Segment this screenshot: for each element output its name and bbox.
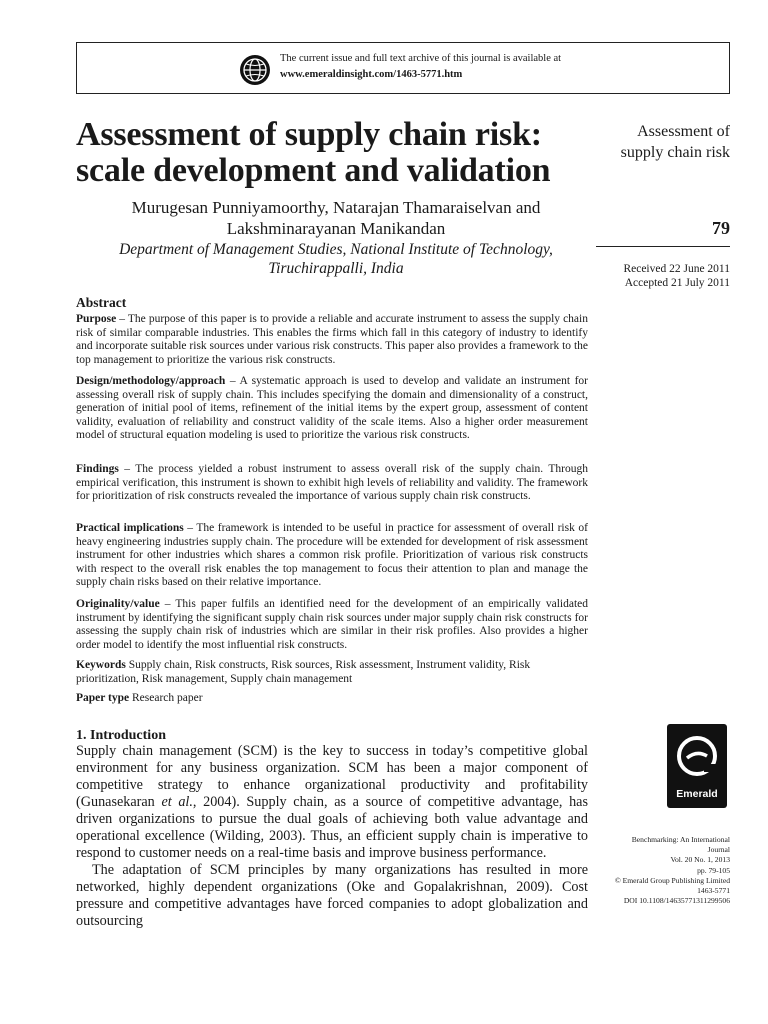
keywords-label: Keywords bbox=[76, 659, 126, 671]
intro-paragraph-2: The adaptation of SCM principles by many organizations has resulted in more networked, highly dependent organizations (Oke and Gopalakrishnan, 2009). Cost pressure and competitive advantages have forced companies to adopt globalization and outsourcing bbox=[76, 862, 588, 929]
design-label: Design/methodology/approach bbox=[76, 375, 226, 387]
abstract-practical bbox=[76, 522, 588, 590]
authors-line-1: Murugesan Punniyamoorthy, Natarajan Thamaraiselvan and bbox=[131, 198, 541, 217]
findings-text: – The process yielded a robust instrument to assess overall risk of the supply chain. Through empirical verification, this instrument is shown to exhibit high levels of reliability and validity. The framework for prioritization of risk constructs revealed the importance of various supply chain risk constructs. bbox=[76, 463, 588, 503]
journal-url-link[interactable]: www.emeraldinsight.com/1463-5771.htm bbox=[280, 69, 463, 80]
design-text: – A systematic approach is used to develop and validate an instrument for assessing overall risk of supply chain. This includes specifying the domain and dimensionality of a construct, generation of initial pool of items, refinement of the initial items by the expert group, assessment of content validity, evaluation of reliability and construct validity of the scale items. Also a higher order measurement model of structural equation modeling is used to prioritize the various risk constructs. bbox=[76, 375, 588, 442]
paper-type-label: Paper type bbox=[76, 692, 130, 704]
globe-icon bbox=[239, 54, 271, 86]
abstract-originality bbox=[76, 598, 588, 652]
journal-pages: pp. 79-105 bbox=[697, 865, 730, 875]
affiliation bbox=[76, 240, 596, 278]
author-list bbox=[76, 197, 596, 239]
intro-p1-part-b: , 2004). Supply chain, as a source of competitive advantage, has driven organizations to pursue the dual goals of achieving both value advantage and operational excellence (Wilding, 2003). Thus, an efficient supply chain is imperative to respond to customer needs on a real-time basis and improve business performance. bbox=[76, 794, 589, 861]
authors-line-2: Lakshminarayanan Manikandan bbox=[226, 219, 446, 238]
abstract-keywords bbox=[76, 659, 588, 686]
running-title-line-2: supply chain risk bbox=[620, 144, 730, 161]
emerald-swirl-icon bbox=[667, 724, 727, 790]
running-title bbox=[596, 121, 730, 163]
intro-paragraph-1 bbox=[76, 743, 588, 862]
journal-citation bbox=[590, 835, 730, 906]
doi: DOI 10.1108/14635771311299506 bbox=[623, 896, 730, 906]
findings-label: Findings bbox=[76, 463, 119, 475]
submission-dates bbox=[596, 262, 730, 290]
received-date: Received 22 June 2011 bbox=[623, 263, 730, 275]
practical-label: Practical implications bbox=[76, 522, 184, 534]
page-number: 79 bbox=[712, 218, 730, 238]
introduction-body bbox=[76, 743, 588, 930]
paper-title bbox=[76, 117, 596, 189]
publisher-name: Emerald bbox=[676, 788, 718, 800]
practical-text: – The framework is intended to be useful in practice for assessment of overall risk of heavy engineering industries supply chain. The procedure will be extended for development of risk assessment instrument for other industries which shares a common risk profile. Prioritization of various risk constructs with respect to the overall risk enables the top management to focus their attention to plan and manage the supply chain risks based on their relative importance. bbox=[76, 522, 588, 589]
abstract-findings bbox=[76, 463, 588, 504]
abstract-purpose bbox=[76, 313, 588, 367]
journal-name-line-2: Journal bbox=[707, 845, 730, 855]
affiliation-line-1: Department of Management Studies, National Institute of Technology, bbox=[119, 241, 553, 258]
paper-type-text: Research paper bbox=[129, 692, 203, 704]
archive-notice: The current issue and full text archive of this journal is available at bbox=[280, 53, 562, 64]
section-heading-introduction: 1. Introduction bbox=[76, 728, 166, 743]
issn: 1463-5771 bbox=[697, 886, 730, 896]
accepted-date: Accepted 21 July 2011 bbox=[624, 277, 730, 289]
originality-text: – This paper fulfils an identified need for the development of an empirically validated instrument by identifying the significant supply chain risk sources under major supply chain risk constructs for assessing the supply chain risk of industries which are similar in their risk profiles. Also provides a higher order model to identify the most influential risk constructs. bbox=[76, 598, 588, 651]
abstract-heading: Abstract bbox=[76, 295, 127, 310]
journal-access-box bbox=[76, 42, 730, 94]
originality-label: Originality/value bbox=[76, 598, 160, 610]
abstract-design bbox=[76, 375, 588, 443]
sidebar-divider bbox=[596, 246, 730, 247]
affiliation-line-2: Tiruchirappalli, India bbox=[268, 260, 404, 277]
journal-volume: Vol. 20 No. 1, 2013 bbox=[670, 855, 730, 865]
title-line-2: scale development and validation bbox=[76, 152, 551, 189]
keywords-text: Supply chain, Risk constructs, Risk sources, Risk assessment, Instrument validity, Risk prioritization, Risk management, Supply chain management bbox=[76, 659, 531, 685]
abstract-paper-type bbox=[76, 692, 588, 706]
journal-name-line-1: Benchmarking: An International bbox=[631, 835, 730, 844]
running-title-line-1: Assessment of bbox=[637, 123, 730, 140]
intro-p1-etal: et al. bbox=[161, 794, 193, 810]
intro-p1-part-a: Supply chain management (SCM) is the key to success in today’s competitive global environment for any business organization. SCM has been a major component of competitive strategy to enhance organizational productivity and profitability (Gunasekaran bbox=[76, 743, 588, 810]
title-line-1: Assessment of supply chain risk: bbox=[76, 116, 542, 153]
copyright: © Emerald Group Publishing Limited bbox=[614, 875, 730, 885]
purpose-text: – The purpose of this paper is to provide a reliable and accurate instrument to assess the supply chain risk of similar comparable industries. This enables the firms which fall in this category of industry to identify and incorporate suitable risk sources under various risk constructs. This paper also provides a framework to the top management to prioritize the various risk constructs. bbox=[76, 313, 588, 366]
purpose-label: Purpose bbox=[76, 313, 117, 325]
